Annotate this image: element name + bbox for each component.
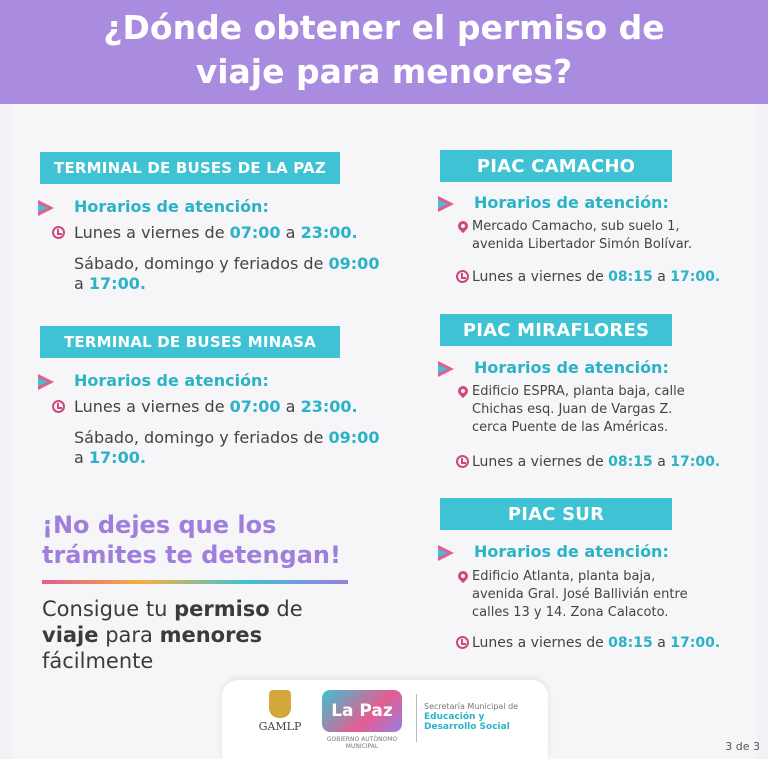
weekday-to: 17:00. xyxy=(670,269,721,285)
cta-bold: menores xyxy=(159,623,263,647)
location-label-piac-camacho: PIAC CAMACHO xyxy=(440,150,672,182)
weekend-from: 09:00 xyxy=(328,254,380,273)
weekend-from: 09:00 xyxy=(328,428,380,447)
gamlp-label: GAMLP xyxy=(258,720,302,733)
call-to-action xyxy=(42,596,372,674)
connector-a: a xyxy=(657,269,666,285)
hours-title: Horarios de atención: xyxy=(74,371,269,390)
weekday-hours xyxy=(74,397,394,417)
location-label-terminal-minasa: TERMINAL DE BUSES MINASA xyxy=(40,326,340,358)
page-indicator: 3 de 3 xyxy=(725,740,760,753)
clock-icon xyxy=(52,226,65,239)
slogan-line-1: ¡No dejes que los xyxy=(42,511,277,539)
weekday-from: 07:00 xyxy=(229,397,281,416)
address xyxy=(472,218,752,254)
connector-a: a xyxy=(74,448,84,467)
weekday-to: 23:00. xyxy=(300,223,358,242)
cta-bold: permiso xyxy=(174,597,270,621)
clock-icon xyxy=(456,636,469,649)
crest-icon xyxy=(269,690,291,718)
weekend-prefix: Sábado, domingo y feriados de xyxy=(74,254,324,273)
address-line: avenida Libertador Simón Bolívar. xyxy=(472,237,692,252)
connector-a: a xyxy=(285,223,296,242)
cta-text: fácilmente xyxy=(42,649,154,673)
la-paz-logo: La Paz xyxy=(322,690,402,732)
weekday-from: 08:15 xyxy=(608,635,653,651)
play-arrow-icon xyxy=(438,545,454,561)
secretaria-logo xyxy=(424,702,542,732)
address xyxy=(472,383,757,437)
cta-text: Consigue tu xyxy=(42,597,168,621)
secretaria-line: Desarrollo Social xyxy=(424,722,510,732)
weekday-hours xyxy=(472,453,752,471)
play-arrow-icon xyxy=(38,374,54,390)
weekday-to: 23:00. xyxy=(300,397,358,416)
weekday-from: 07:00 xyxy=(229,223,281,242)
weekday-hours xyxy=(472,634,752,652)
hours-title: Horarios de atención: xyxy=(474,542,669,561)
address xyxy=(472,568,757,622)
connector-a: a xyxy=(657,635,666,651)
clock-icon xyxy=(456,270,469,283)
title-line-1: ¿Dónde obtener el permiso de xyxy=(103,8,665,47)
location-label-piac-miraflores: PIAC MIRAFLORES xyxy=(440,314,672,346)
cta-bold: viaje xyxy=(42,623,99,647)
connector-a: a xyxy=(285,397,296,416)
play-arrow-icon xyxy=(438,196,454,212)
play-arrow-icon xyxy=(38,200,54,216)
weekday-prefix: Lunes a viernes de xyxy=(472,454,604,470)
location-label-terminal-la-paz: TERMINAL DE BUSES DE LA PAZ xyxy=(40,152,340,184)
weekend-prefix: Sábado, domingo y feriados de xyxy=(74,428,324,447)
weekday-hours xyxy=(472,268,752,286)
hours-title: Horarios de atención: xyxy=(474,358,669,377)
weekend-to: 17:00. xyxy=(88,448,146,467)
divider xyxy=(416,694,417,742)
location-label-piac-sur: PIAC SUR xyxy=(440,498,672,530)
address-line: cerca Puente de las Américas. xyxy=(472,420,669,435)
address-line: Edificio Atlanta, planta baja, xyxy=(472,569,656,584)
weekend-hours xyxy=(74,428,424,468)
hours-title: Horarios de atención: xyxy=(74,197,269,216)
address-line: Edificio ESPRA, planta baja, calle xyxy=(472,384,685,399)
address-line: avenida Gral. José Ballivián entre xyxy=(472,587,688,602)
play-arrow-icon xyxy=(438,361,454,377)
divider xyxy=(42,580,348,584)
title-line-2: viaje para menores? xyxy=(195,52,573,91)
gamlp-logo xyxy=(252,690,308,733)
cta-text: de xyxy=(276,597,303,621)
page-title xyxy=(0,0,768,104)
secretaria-line: Educación y xyxy=(424,712,485,722)
weekday-from: 08:15 xyxy=(608,454,653,470)
la-paz-subtitle: GOBIERNO AUTÓNOMO MUNICIPAL xyxy=(326,736,398,750)
weekday-prefix: Lunes a viernes de xyxy=(74,397,225,416)
weekday-prefix: Lunes a viernes de xyxy=(472,635,604,651)
weekend-to: 17:00. xyxy=(88,274,146,293)
address-line: Chichas esq. Juan de Vargas Z. xyxy=(472,402,673,417)
hours-title: Horarios de atención: xyxy=(474,193,669,212)
slogan-line-2: trámites te detengan! xyxy=(42,541,341,569)
weekday-to: 17:00. xyxy=(670,454,721,470)
weekday-prefix: Lunes a viernes de xyxy=(74,223,225,242)
weekend-hours xyxy=(74,254,424,294)
cta-text: para xyxy=(105,623,153,647)
address-line: Mercado Camacho, sub suelo 1, xyxy=(472,219,680,234)
connector-a: a xyxy=(657,454,666,470)
weekday-from: 08:15 xyxy=(608,269,653,285)
weekday-to: 17:00. xyxy=(670,635,721,651)
clock-icon xyxy=(52,400,65,413)
weekday-hours xyxy=(74,223,394,243)
address-line: calles 13 y 14. Zona Calacoto. xyxy=(472,605,669,620)
weekday-prefix: Lunes a viernes de xyxy=(472,269,604,285)
footer-logos xyxy=(222,680,548,759)
secretaria-line: Secretaría Municipal de xyxy=(424,702,519,711)
slogan xyxy=(42,510,372,570)
connector-a: a xyxy=(74,274,84,293)
clock-icon xyxy=(456,455,469,468)
